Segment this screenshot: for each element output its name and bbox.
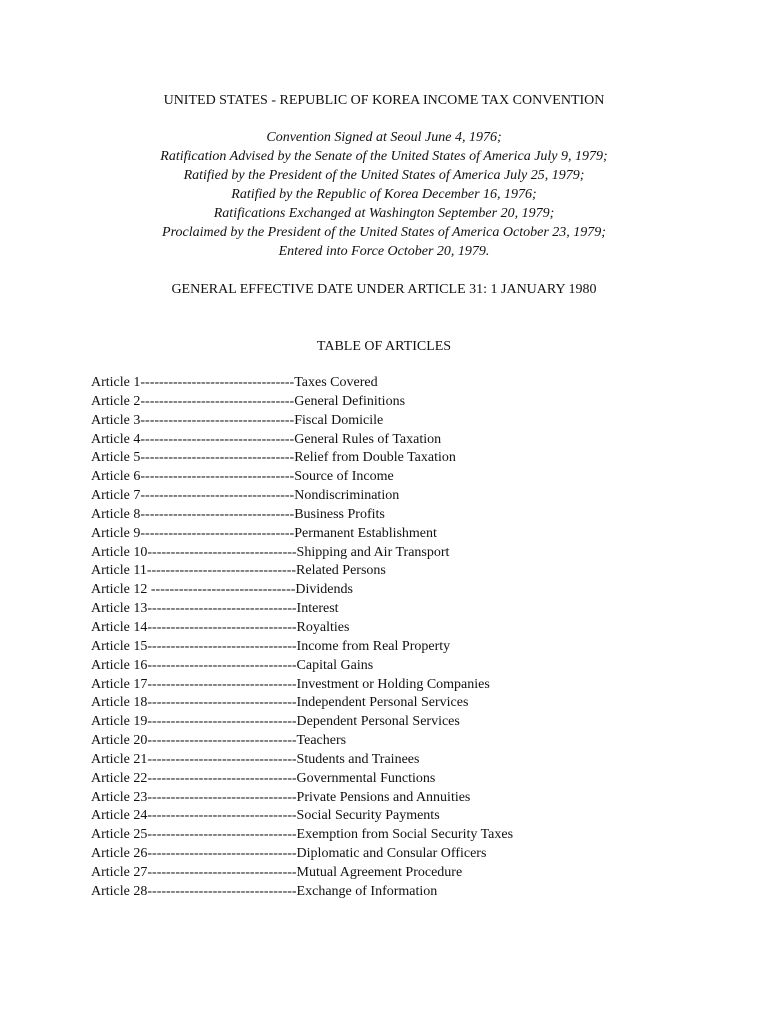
toc-entry: Article 1---------------------------------Taxes Covered	[91, 375, 378, 390]
toc-entry: Article 13--------------------------------Interest	[91, 601, 339, 617]
history-line: Convention Signed at Seoul June 4, 1976;	[266, 130, 502, 145]
toc-entry: Article 14--------------------------------Royalties	[91, 619, 350, 635]
table-of-articles	[91, 374, 711, 902]
toc-entry: Article 9---------------------------------Permanent Establishment	[91, 525, 437, 541]
toc-entry: Article 15--------------------------------Income from Real Property	[91, 638, 451, 654]
toc-entry: Article 19--------------------------------Dependent Personal Services	[91, 714, 460, 730]
toc-entry: Article 6---------------------------------Source of Income	[91, 469, 394, 485]
effective-date: GENERAL EFFECTIVE DATE UNDER ARTICLE 31: 1 JANUARY 1980	[171, 282, 597, 297]
toc-entry: Article 23--------------------------------Private Pensions and Annuities	[91, 789, 471, 805]
toc-entry: Article 11--------------------------------Related Persons	[91, 563, 386, 579]
toc-entry: Article 17--------------------------------Investment or Holding Companies	[91, 676, 490, 692]
toc-entry: Article 28--------------------------------Exchange of Information	[91, 883, 438, 899]
toc-entry: Article 24--------------------------------Social Security Payments	[91, 808, 440, 824]
history-line: Entered into Force October 20, 1979.	[278, 244, 490, 259]
toc-entry: Article 16--------------------------------Capital Gains	[91, 657, 374, 673]
toc-entry: Article 21--------------------------------Students and Trainees	[91, 751, 420, 767]
toc-entry: Article 22--------------------------------Governmental Functions	[91, 770, 436, 786]
toc-entry: Article 26--------------------------------Diplomatic and Consular Officers	[91, 846, 487, 862]
toc-entry: Article 8---------------------------------Business Profits	[91, 506, 385, 522]
toc-entry: Article 2---------------------------------General Definitions	[91, 393, 406, 409]
toc-entry: Article 25--------------------------------Exemption from Social Security Taxes	[91, 827, 514, 843]
toc-entry: Article 5---------------------------------Relief from Double Taxation	[91, 450, 456, 466]
toc-entry: Article 20--------------------------------Teachers	[91, 733, 347, 749]
toc-entry: Article 10--------------------------------Shipping and Air Transport	[91, 544, 450, 560]
toc-entry: Article 27--------------------------------Mutual Agreement Procedure	[91, 864, 463, 880]
toc-entry: Article 18--------------------------------Independent Personal Services	[91, 695, 469, 711]
toc-entry: Article 12 -------------------------------Dividends	[91, 582, 353, 598]
history-line: Ratification Advised by the Senate of the United States of America July 9, 1979;	[160, 149, 608, 164]
toc-heading: TABLE OF ARTICLES	[316, 339, 452, 354]
history-line: Ratified by the Republic of Korea December 16, 1976;	[231, 187, 537, 202]
history-line: Ratifications Exchanged at Washington September 20, 1979;	[213, 206, 555, 221]
toc-entry: Article 4---------------------------------General Rules of Taxation	[91, 431, 442, 447]
toc-entry: Article 7---------------------------------Nondiscrimination	[91, 488, 400, 504]
history-line: Ratified by the President of the United States of America July 25, 1979;	[183, 168, 585, 183]
document-title: UNITED STATES - REPUBLIC OF KOREA INCOME TAX CONVENTION	[163, 93, 605, 108]
history-line: Proclaimed by the President of the United States of America October 23, 1979;	[162, 225, 606, 240]
ratification-history	[0, 128, 768, 261]
toc-entry: Article 3---------------------------------Fiscal Domicile	[91, 412, 384, 428]
